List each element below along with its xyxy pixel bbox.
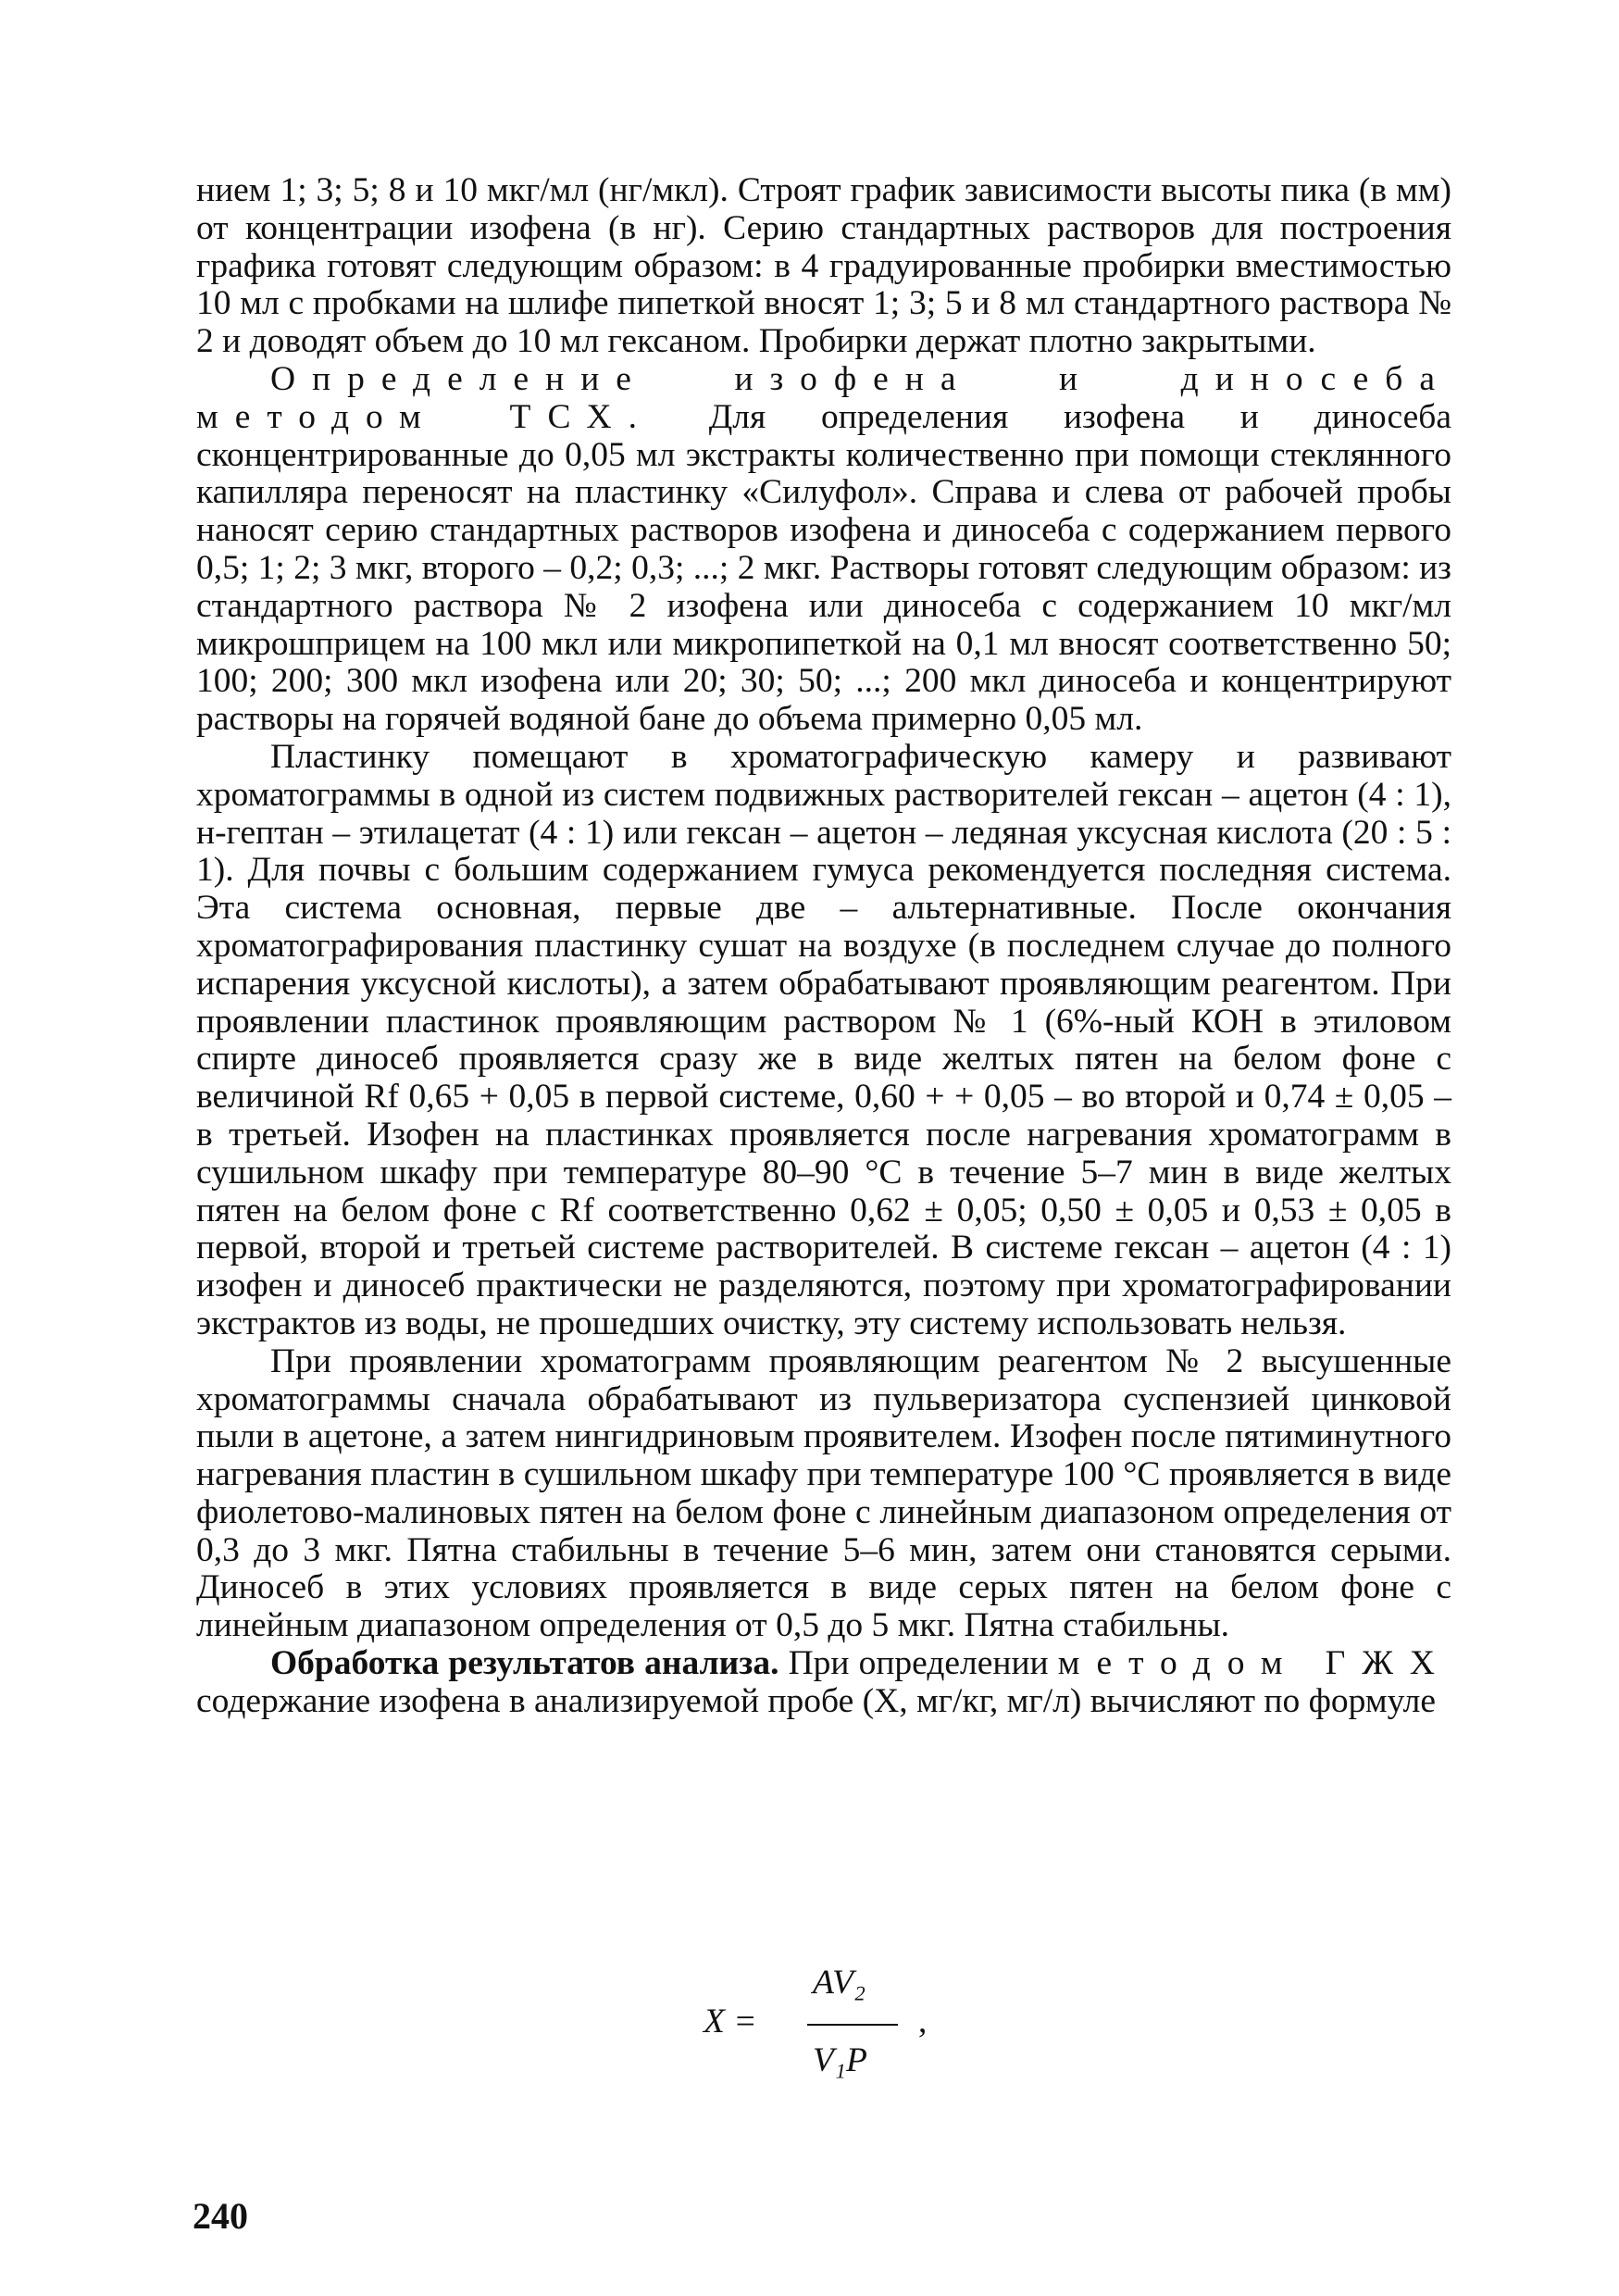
results-heading: Обработка результатов анализа. [270, 1644, 779, 1683]
tsx-heading: Определение изофена и диносеба методом ТСХ. [196, 359, 1451, 436]
paragraph-gc-standards: нием 1; 3; 5; 8 и 10 мкг/мл (нг/мкл). Строят график зависимости высоты пика (в мм) от концентрации изофена (в нг). Серию стандартных растворов для построения графика готовят следующим образом: в 4 градуированные пробирки вместимостью 10 мл с пробками на шлифе пипеткой вносят 1; 3; 5 и 8 мл стандартного раствора № 2 и доводят объем до 10 мл гексаном. Пробирки держат плотно закрытыми. [196, 171, 1451, 361]
formula [704, 1963, 981, 2083]
formula-numerator: AV₂ [813, 1964, 866, 2002]
results-text-before: При определении [788, 1644, 1049, 1683]
results-method: методом ГЖХ [1057, 1644, 1451, 1683]
paragraph-chromatography: Пластинку помещают в хроматографическую камеру и развивают хроматограммы в одной из систем подвижных растворителей гексан – ацетон (4 : 1), н-гептан – этилацетат (4 : 1) или гексан – ацетон – ледяная уксусная кислота (20 : 5 : 1). Для почвы с большим содержанием гумуса рекомендуется последняя система. Эта система основная, первые две – альтернативные. После окончания хроматографирования пластинку сушат на воздухе (в последнем случае до полного испарения уксусной кислоты), а затем обрабатывают проявляющим реагентом. При проявлении пластинок проявляющим раствором № 1 (6%-ный КОН в этиловом спирте диносеб проявляется сразу же в виде желтых пятен на белом фоне с величиной Rf 0,65 + 0,05 в первой системе, 0,60 + + 0,05 – во второй и 0,74 ± 0,05 – в третьей. Изофен на пластинках проявляется после нагревания хроматограмм в сушильном шкафу при температуре 80–90 °С в течение 5–7 мин в виде желтых пятен на белом фоне с Rf соответственно 0,62 ± 0,05; 0,50 ± 0,05 и 0,53 ± 0,05 в первой, второй и третьей системе растворителей. В системе гексан – ацетон (4 : 1) изофен и диносеб практически не разделяются, поэтому при хроматографировании экстрактов из воды, не прошедших очистку, эту систему использовать нельзя. [196, 737, 1451, 1342]
page-number: 240 [193, 2195, 248, 2237]
formula-lhs: X = [704, 2003, 757, 2040]
tsx-text: Для определения изофена и диносеба сконцентрированные до 0,05 мл экстракты количественно при помощи стеклянного капилляра переносят на пластинку «Силуфол». Справа и слева от рабочей пробы наносят серию стандартных растворов изофена и диносеба с содержанием первого 0,5; 1; 2; 3 мкг, второго – 0,2; 0,3; ...; 2 мкг. Растворы готовят следующим образом: из стандартного раствора № 2 изофена или диносеба с содержанием 10 мкг/мл микрошприцем на 100 мкл или микропипеткой на 0,1 мл вносят соответственно 50; 100; 200; 300 мкл изофена или 20; 30; 50; ...; 200 мкл диносеба и концентрируют растворы на горячей водяной бане до объема примерно 0,05 мл. [196, 397, 1451, 739]
results-text-after: содержание изофена в анализируемой пробе (X, мг/кг, мг/л) вычисляют по формуле [196, 1681, 1437, 1720]
paragraph-reagent-2: При проявлении хроматограмм проявляющим реагентом № 2 высушенные хроматограммы сначала обрабатывают из пульверизатора суспензией цинковой пыли в ацетоне, а затем нингидриновым проявителем. Изофен после пятиминутного нагревания пластин в сушильном шкафу при температуре 100 °С проявляется в виде фиолетово-малиновых пятен на белом фоне с линейным диапазоном определения от 0,3 до 3 мкг. Пятна стабильны в течение 5–6 мин, затем они становятся серыми. Диносеб в этих условиях проявляется в виде серых пятен на белом фоне с линейным диапазоном определения от 0,5 до 5 мкг. Пятна стабильны. [196, 1341, 1451, 1645]
formula-denominator: V₁P [813, 2041, 867, 2079]
main-text [196, 172, 1451, 1721]
paragraph-tsx [196, 361, 1451, 739]
formula-comma: , [918, 2003, 928, 2040]
fraction-bar [807, 2024, 898, 2026]
paragraph-results [196, 1645, 1451, 1721]
